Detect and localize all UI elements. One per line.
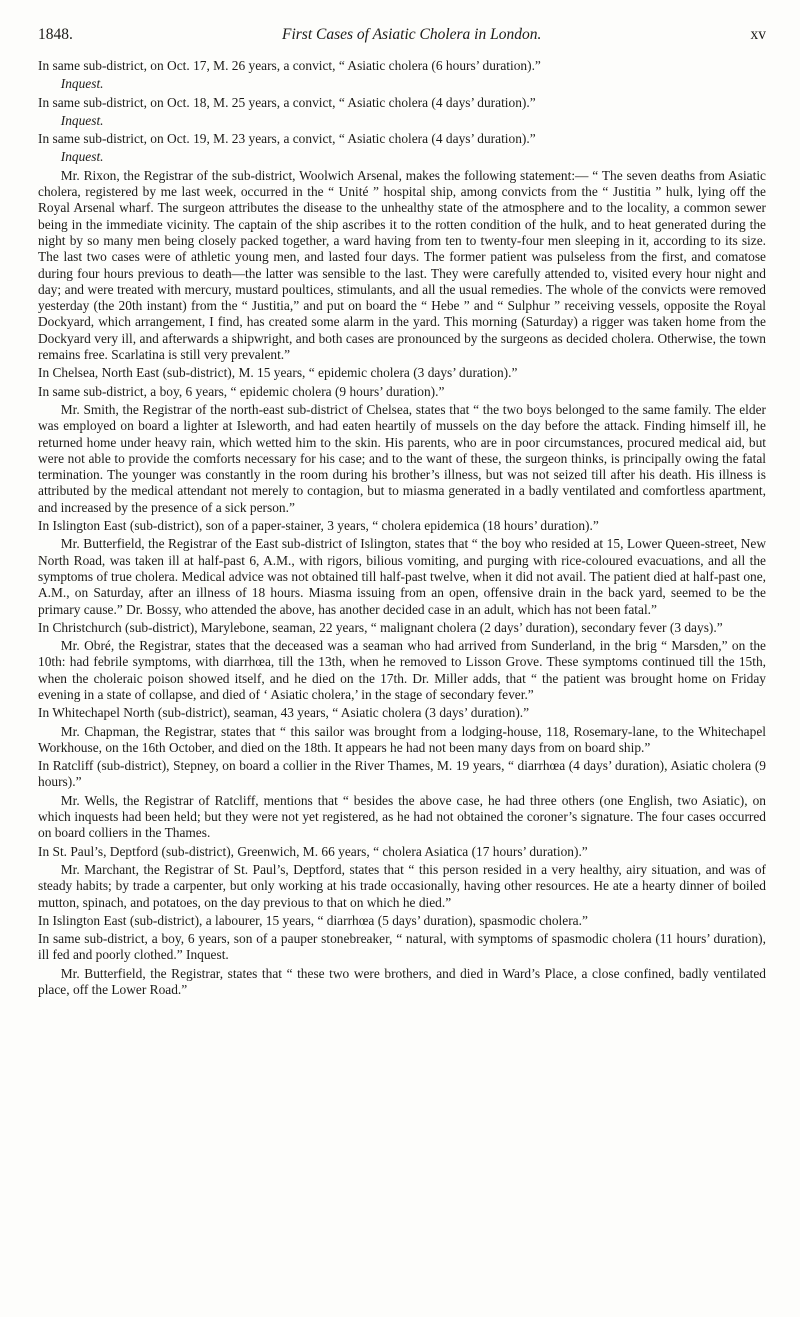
record-entry: In Christchurch (sub-district), Marylebone, seaman, 22 years, “ malignant cholera (2 days’ duration), secondary fever (3 days).”	[38, 619, 723, 635]
registrar-statement: Mr. Obré, the Registrar, states that the deceased was a seaman who had arrived from Sunderland, in the brig “ Marsden,” on the 10th: had febrile symptoms, with diarrhœa, till the 13th, when he removed to Lisson Grove. These symptoms continued till the 15th, when the choleraic poison showed itself, and he died on the 17th. Dr. Miller adds, that “ the patient was brought home on Friday evening in a state of collapse, and died of ‘ Asiatic cholera,’ in the stage of secondary fever.”	[38, 638, 766, 702]
record-entry: In same sub-district, a boy, 6 years, son of a pauper stonebreaker, “ natural, with symptoms of spasmodic cholera (11 hours’ duration), ill fed and poorly clothed.” Inquest.	[38, 931, 766, 963]
registrar-statement: Mr. Wells, the Registrar of Ratcliff, mentions that “ besides the above case, he had three others (one English, two Asiatic), on which inquests had been held; but they were not yet registered, as he had not obtained the coroner’s signature. The four cases occurred on board colliers in the Thames.	[38, 792, 766, 841]
registrar-statement: Mr. Smith, the Registrar of the north-east sub-district of Chelsea, states that “ the two boys belonged to the same family. The elder was employed on board a lighter at Isleworth, and had eaten heartily of mussels on the day before the attack. Finding himself ill, he returned home under heavy rain, which wetted him to the skin. His parents, who are in poor circumstances, procured medical aid, but were not able to provide the comforts necessary for his case; and to the want of these, the surgeon thinks, is principally owing the fatal termination. The younger was constantly in the room during his brother’s illness, but was not seized till after his death. His illness is attributed by the medical attendant not merely to contagion, but to miasma generated in a badly ventilated and comfortless apartment, and increased by the presence of a sick person.”	[38, 401, 766, 515]
record-entry: In Islington East (sub-district), son of a paper-stainer, 3 years, “ cholera epidemica (18 hours’ duration).”	[38, 518, 599, 534]
record-entry: In same sub-district, on Oct. 18, M. 25 years, a convict, “ Asiatic cholera (4 days’ duration).”	[38, 94, 536, 110]
record-entry: In same sub-district, on Oct. 17, M. 26 years, a convict, “ Asiatic cholera (6 hours’ duration).”	[38, 58, 541, 73]
document-body	[38, 58, 766, 998]
registrar-statement: Mr. Marchant, the Registrar of St. Paul’s, Deptford, states that “ this person resided in a very healthy, airy situation, and was of steady habits; by trade a carpenter, but only working at his trade occasionally, having other resources. He ate a hearty dinner of boiled mutton, spinach, and potatoes, on the day previous to that on which he died.”	[38, 861, 766, 910]
record-entry: In Islington East (sub-district), a labourer, 15 years, “ diarrhœa (5 days’ duration), spasmodic cholera.”	[38, 912, 588, 928]
registrar-statement: Mr. Rixon, the Registrar of the sub-district, Woolwich Arsenal, makes the following statement:— “ The seven deaths from Asiatic cholera, registered by me last week, occurred in the “ Unité ” hospital ship, among convicts from the “ Justitia ” hulk, lying off the Royal Arsenal wharf. The surgeon attributes the disease to the unhealthy state of the atmosphere and to the locality, a common sewer being in the immediate vicinity. The captain of the ship ascribes it to the rotten condition of the hulk, and to heat generated during the night by so many men being closely packed together, a ward having from ten to twenty-four men sleeping in it, according to its size. The last two cases were of athletic young men, and lasted four days. The former patient was pulseless from the first, and comatose during four hours previous to death—the latter was sensible to the last. They were carefully attended to, visited every hour night and day; and were treated with mercury, mustard poultices, stimulants, and all the usual remedies. The whole of the convicts were removed yesterday (the 20th instant) from the “ Justitia,” and put on board the “ Hebe ” and “ Sulphur ” receiving vessels, opposite the Royal Dockyard, which arrangement, I find, has created some alarm in the yard. This morning (Saturday) a rigger was taken home from the Dockyard very ill, and afterwards a shipwright, and both cases are pronounced by the surgeons as decided cholera. Otherwise, the town remains free. Scarlatina is still very prevalent.”	[38, 167, 766, 363]
page-title: First Cases of Asiatic Cholera in London.	[282, 26, 542, 43]
record-entry: In same sub-district, a boy, 6 years, “ epidemic cholera (9 hours’ duration).”	[38, 383, 445, 399]
record-entry: In same sub-district, on Oct. 19, M. 23 years, a convict, “ Asiatic cholera (4 days’ duration).”	[38, 131, 536, 147]
page-number: xv	[750, 26, 766, 43]
registrar-statement: Mr. Butterfield, the Registrar, states that “ these two were brothers, and died in Ward’s Place, a close confined, badly ventilated place, off the Lower Road.”	[38, 965, 766, 998]
registrar-statement: Mr. Chapman, the Registrar, states that “ this sailor was brought from a lodging-house, 118, Rosemary-lane, to the Whitechapel Workhouse, on the 16th October, and died on the 18th. It appears he had not been many days from on board ship.”	[38, 723, 766, 755]
record-entry: In Chelsea, North East (sub-district), M. 15 years, “ epidemic cholera (3 days’ duration).”	[38, 365, 518, 381]
inquest-note: Inquest.	[60, 76, 104, 92]
record-entry: In Ratcliff (sub-district), Stepney, on board a collier in the River Thames, M. 19 years, “ diarrhœa (4 days’ duration), Asiatic cholera (9 hours).”	[38, 758, 766, 790]
page-header	[38, 26, 766, 44]
inquest-note: Inquest.	[60, 149, 104, 165]
record-entry: In Whitechapel North (sub-district), seaman, 43 years, “ Asiatic cholera (3 days’ duration).”	[38, 705, 530, 721]
inquest-note: Inquest.	[60, 112, 104, 128]
registrar-statement: Mr. Butterfield, the Registrar of the East sub-district of Islington, states that “ the boy who resided at 15, Lower Queen-street, New North Road, was taken ill at half-past 6, A.M., with rigors, bilious vomiting, and purging with rice-coloured evacuations, and all the symptoms of true cholera. Medical advice was not obtained till half-past twelve, when it did not avail. The patient died at half-past one, A.M., on Saturday, after an illness of 18 hours. Miasma issuing from an open, offensive drain in the back yard, seemed to be the primary cause.” Dr. Bossy, who attended the above, has another decided case in an adult, which has not been fatal.”	[38, 536, 766, 617]
header-year: 1848.	[38, 26, 73, 43]
record-entry: In St. Paul’s, Deptford (sub-district), Greenwich, M. 66 years, “ cholera Asiatica (17 hours’ duration).”	[38, 843, 588, 859]
